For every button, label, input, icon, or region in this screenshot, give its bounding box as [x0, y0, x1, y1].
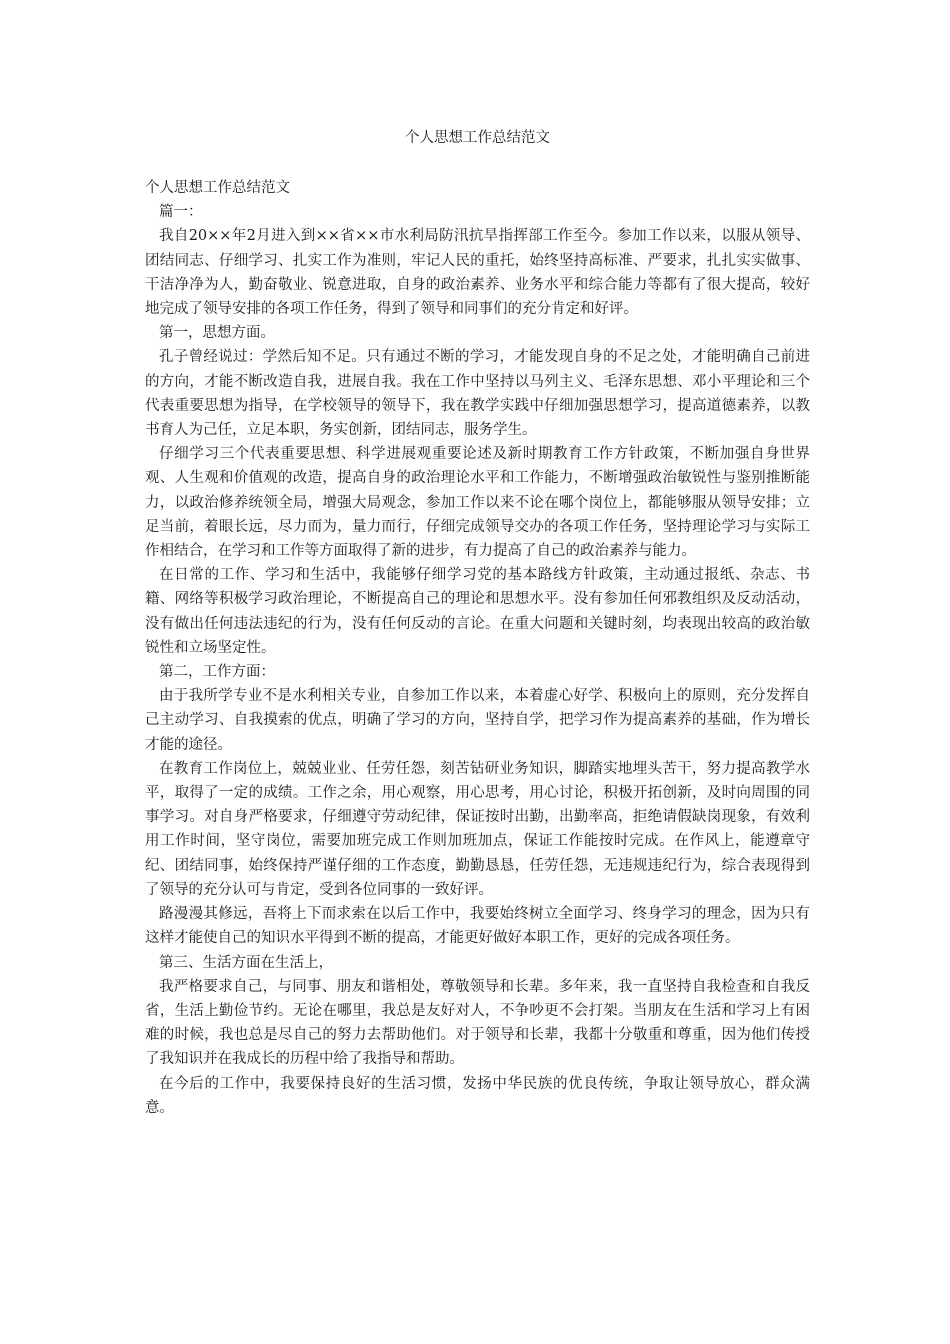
- section-heading: 第三、生活方面在生活上，: [159, 954, 333, 971]
- paragraph: 我严格要求自己，与同事、朋友和谐相处，尊敬领导和长辈。多年来，我一直坚持自我检查和自我反省，生活上勤俭节约。无论在哪里，我总是友好对人，不争吵更不会打架。当朋友在生活和学习上有困难的时候，我也总是尽自己的努力去帮助他们。对于领导和长辈，我都十分敬重和尊重，因为他们传授了我知识并在我成长的历程中给了我指导和帮助。: [145, 978, 810, 1068]
- paragraph: 孔子曾经说过：学然后知不足。只有通过不断的学习，才能发现自身的不足之处，才能明确自己前进的方向，才能不断改造自我，进展自我。我在工作中坚持以马列主义、毛泽东思想、邓小平理论和三个代表重要思想为指导，在学校领导的领导下，我在教学实践中仔细加强思想学习，提高道德素养，以教书育人为己任，立足本职，务实创新，团结同志，服务学生。: [145, 349, 810, 439]
- section-heading: 第二，工作方面：: [159, 664, 275, 681]
- paragraph: 在今后的工作中，我要保持良好的生活习惯，发扬中华民族的优良传统，争取让领导放心，群众满意。: [145, 1075, 810, 1116]
- document-body: [145, 176, 810, 1120]
- document-subtitle: 个人思想工作总结范文: [145, 180, 290, 196]
- section-heading: 第一，思想方面。: [159, 325, 275, 342]
- paragraph: 在日常的工作、学习和生活中，我能够仔细学习党的基本路线方针政策，主动通过报纸、杂志、书籍、网络等积极学习政治理论，不断提高自己的理论和思想水平。没有参加任何邪教组织及反动活动，没有做出任何违法违纪的行为，没有任何反动的言论。在重大问题和关键时刻，均表现出较高的政治敏锐性和立场坚定性。: [145, 567, 810, 656]
- paragraph: 篇一：: [159, 204, 203, 221]
- paragraph: 我自20××年2月进入到××省××市水利局防汛抗旱指挥部工作至今。参加工作以来，以服从领导、团结同志、仔细学习、扎实工作为准则，牢记人民的重托，始终坚持高标准、严要求，扎扎实实做事、干洁净净为人，勤奋敬业、锐意进取，自身的政治素养、业务水平和综合能力等都有了很大提高，较好地完成了领导安排的各项工作任务，得到了领导和同事们的充分肯定和好评。: [145, 228, 810, 318]
- paragraph: 由于我所学专业不是水利相关专业，自参加工作以来，本着虚心好学、积极向上的原则，充分发挥自己主动学习、自我摸索的优点，明确了学习的方向，坚持自学，把学习作为提高素养的基础，作为增长才能的途径。: [145, 688, 810, 753]
- paragraph: 仔细学习三个代表重要思想、科学进展观重要论述及新时期教育工作方针政策，不断加强自身世界观、人生观和价值观的改造，提高自身的政治理论水平和工作能力，不断增强政治敏锐性与鉴别推断能力，以政治修养统领全局，增强大局观念，参加工作以来不论在哪个岗位上，都能够服从领导安排；立足当前，着眼长远，尽力而为，量力而行，仔细完成领导交办的各项工作任务，坚持理论学习与实际工作相结合，在学习和工作等方面取得了新的进步，有力提高了自己的政治素养与能力。: [145, 446, 810, 560]
- paragraph: 路漫漫其修远，吾将上下而求索在以后工作中，我要始终树立全面学习、终身学习的理念，因为只有这样才能使自己的知识水平得到不断的提高，才能更好做好本职工作，更好的完成各项任务。: [145, 906, 810, 947]
- document-title: 个人思想工作总结范文: [405, 130, 550, 146]
- paragraph: 在教育工作岗位上，兢兢业业、任劳任怨，刻苦钻研业务知识，脚踏实地埋头苦干，努力提高教学水平，取得了一定的成绩。工作之余，用心观察，用心思考，用心讨论，积极开拓创新，及时向周围的同事学习。对自身严格要求，仔细遵守劳动纪律，保证按时出勤，出勤率高，拒绝请假缺岗现象，有效利用工作时间，坚守岗位，需要加班完成工作则加班加点，保证工作能按时完成。在作风上，能遵章守纪、团结同事，始终保持严谨仔细的工作态度，勤勤恳恳，任劳任怨，无违规违纪行为，综合表现得到了领导的充分认可与肯定，受到各位同事的一致好评。: [145, 760, 810, 898]
